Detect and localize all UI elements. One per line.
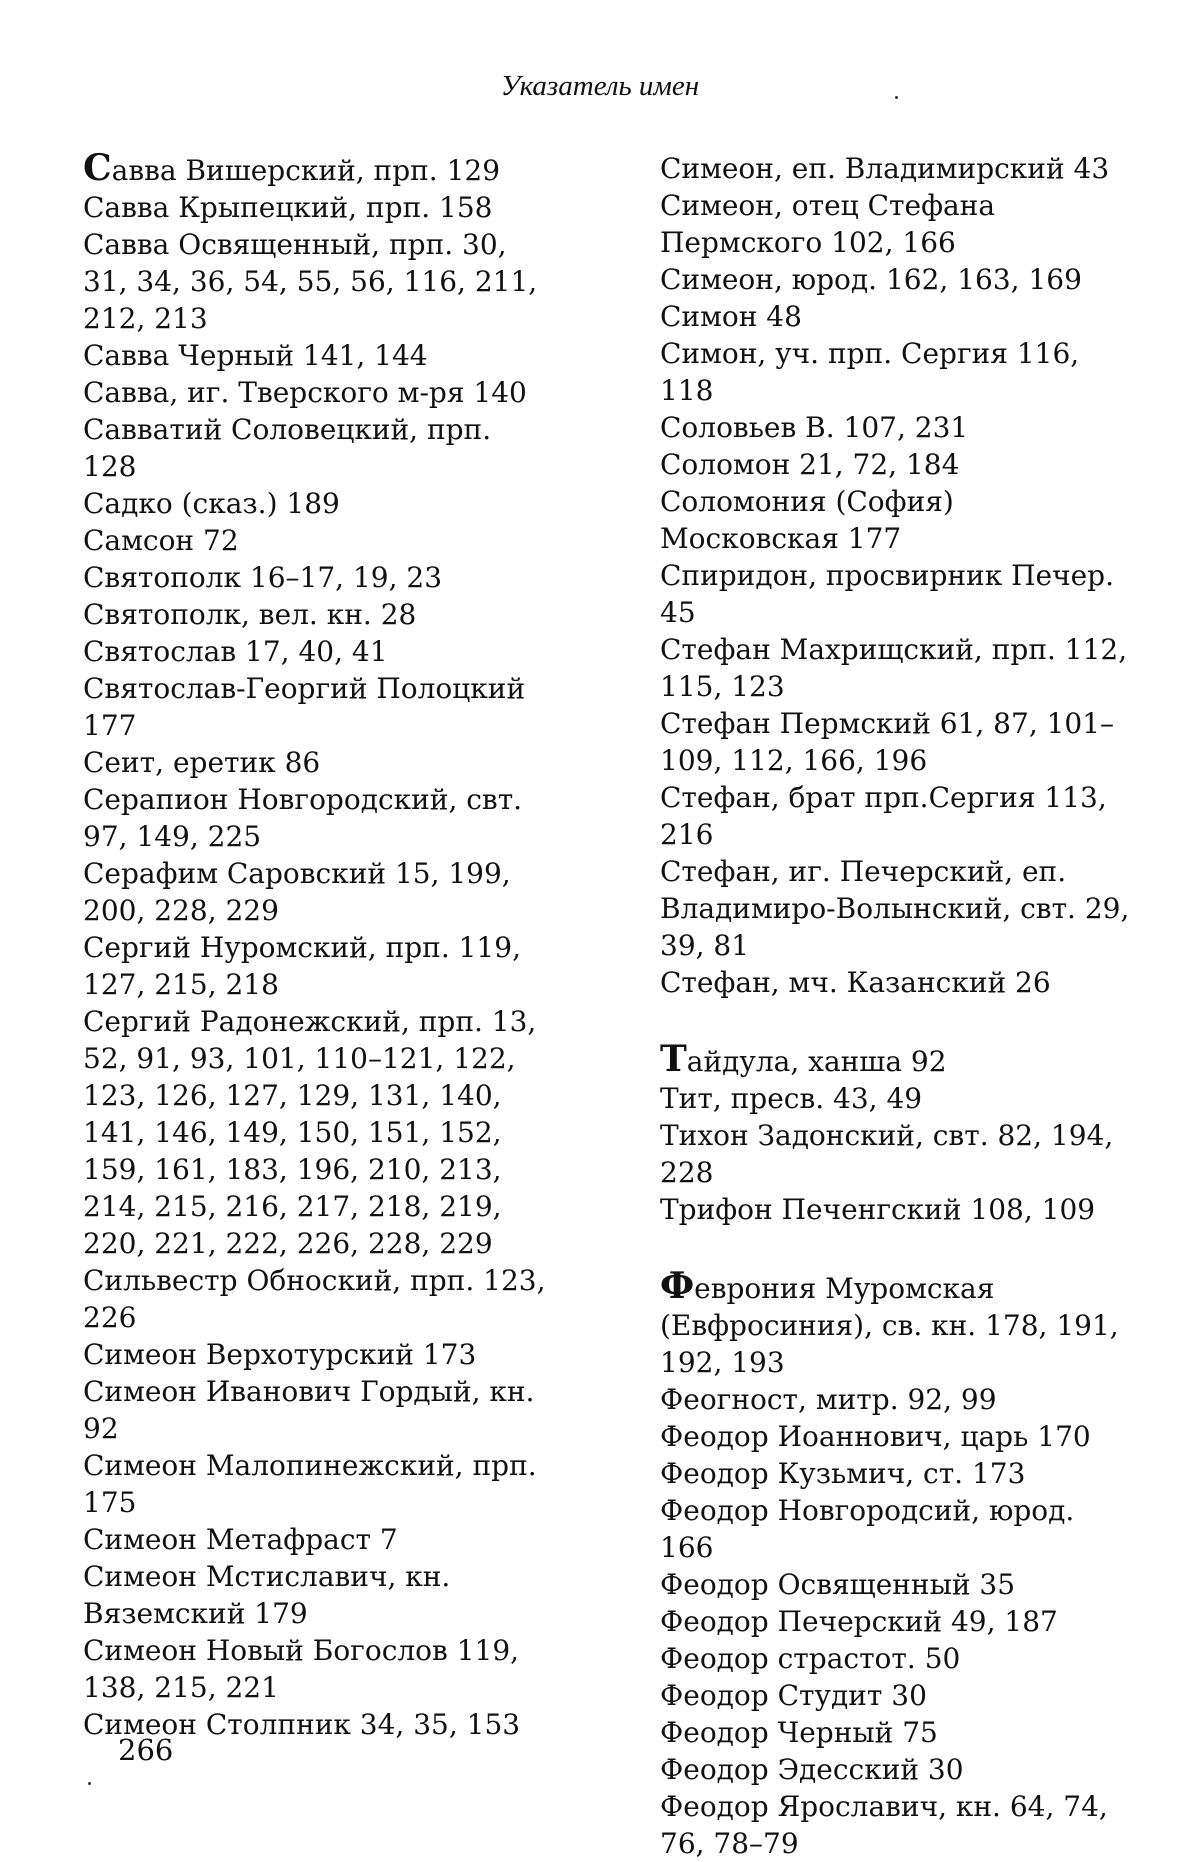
index-entry xyxy=(660,1080,1130,1117)
entry-text: Святослав 17, 40, 41 xyxy=(83,635,388,668)
index-entry xyxy=(660,1191,1130,1228)
index-entry xyxy=(660,705,1130,779)
entry-text: Феодор Иоаннович, царь 170 xyxy=(660,1420,1091,1453)
entry-text: Симеон Мстиславич, кн. Вяземский 179 xyxy=(83,1560,451,1630)
index-entry xyxy=(83,670,553,744)
index-entry xyxy=(660,409,1130,446)
index-entry xyxy=(660,964,1130,1001)
entry-text: Самсон 72 xyxy=(83,524,239,557)
index-entry xyxy=(660,1492,1130,1566)
index-entry xyxy=(83,1003,553,1262)
entry-text: Савва, иг. Тверского м-ря 140 xyxy=(83,376,527,409)
entry-text: Стефан, иг. Печерский, еп. Владимиро-Волынский, свт. 29, 39, 81 xyxy=(660,855,1130,962)
index-entry xyxy=(660,335,1130,409)
index-entry xyxy=(660,261,1130,298)
entry-text: Симеон Новый Богослов 119, 138, 215, 221 xyxy=(83,1634,520,1704)
entry-text: Феодор Освященный 35 xyxy=(660,1568,1016,1601)
index-entry xyxy=(660,1566,1130,1603)
index-entry xyxy=(83,1373,553,1447)
index-entry xyxy=(660,1640,1130,1677)
index-entry xyxy=(83,1558,553,1632)
entry-text: Симеон, еп. Владимирский 43 xyxy=(660,152,1110,185)
index-entry xyxy=(83,337,553,374)
entry-text: Симеон Метафраст 7 xyxy=(83,1523,398,1556)
entry-text: Феогност, митр. 92, 99 xyxy=(660,1383,997,1416)
entry-text: Феодор Черный 75 xyxy=(660,1716,938,1749)
entry-text: Стефан, мч. Казанский 26 xyxy=(660,966,1051,999)
index-entry xyxy=(660,446,1130,483)
index-entry xyxy=(660,779,1130,853)
entry-text: Симеон Столпник 34, 35, 153 xyxy=(83,1708,521,1741)
print-speck xyxy=(88,1782,91,1785)
letter-group xyxy=(660,150,1130,1001)
index-entry xyxy=(660,1038,1130,1080)
index-column-left xyxy=(83,147,553,1743)
entry-text: Савва Освященный, прп. 30, 31, 34, 36, 54, 55, 56, 116, 211, 212, 213 xyxy=(83,228,538,335)
letter-group xyxy=(660,1265,1130,1862)
entry-initial: Т xyxy=(660,1038,687,1080)
index-entry xyxy=(660,1117,1130,1191)
index-column-right xyxy=(660,150,1130,1862)
index-entry xyxy=(83,522,553,559)
entry-text: Спиридон, просвирник Печер. 45 xyxy=(660,559,1114,629)
index-entry xyxy=(660,1677,1130,1714)
entry-text: Савватий Соловецкий, прп. 128 xyxy=(83,413,492,483)
index-entry xyxy=(83,929,553,1003)
entry-text: Симеон, юрод. 162, 163, 169 xyxy=(660,263,1082,296)
index-entry xyxy=(660,1751,1130,1788)
entry-text: Трифон Печенгский 108, 109 xyxy=(660,1193,1096,1226)
index-entry xyxy=(83,1632,553,1706)
entry-text: Святослав-Георгий Полоцкий 177 xyxy=(83,672,526,742)
index-entry xyxy=(83,226,553,337)
entry-text: Стефан, брат прп.Сергия 113, 216 xyxy=(660,781,1107,851)
index-entry xyxy=(660,1603,1130,1640)
index-entry xyxy=(83,559,553,596)
entry-text: Симеон Иванович Гордый, кн. 92 xyxy=(83,1375,535,1445)
index-entry xyxy=(83,1336,553,1373)
entry-text: еврония Муромская (Евфросиния), св. кн. 178, 191, 192, 193 xyxy=(660,1272,1119,1379)
index-entry xyxy=(83,485,553,522)
index-entry xyxy=(660,1714,1130,1751)
index-entry xyxy=(660,853,1130,964)
entry-text: Садко (сказ.) 189 xyxy=(83,487,340,520)
entry-text: Феодор Ярославич, кн. 64, 74, 76, 78–79 xyxy=(660,1790,1108,1860)
entry-text: Стефан Махрищский, прп. 112, 115, 123 xyxy=(660,633,1128,703)
entry-text: Серафим Саровский 15, 199, 200, 228, 229 xyxy=(83,857,511,927)
letter-group-gap xyxy=(660,1001,1130,1041)
index-entry xyxy=(660,150,1130,187)
index-entry xyxy=(660,1418,1130,1455)
entry-text: Симеон Малопинежский, прп. 175 xyxy=(83,1449,537,1519)
index-entry xyxy=(660,298,1130,335)
entry-text: Симеон, отец Стефана Пермского 102, 166 xyxy=(660,189,996,259)
entry-text: Серапион Новгородский, свт. 97, 149, 225 xyxy=(83,783,523,853)
running-head: Указатель имен xyxy=(500,70,700,102)
entry-text: Святополк 16–17, 19, 23 xyxy=(83,561,443,594)
entry-text: Савва Крыпецкий, прп. 158 xyxy=(83,191,493,224)
entry-text: Сергий Радонежский, прп. 13, 52, 91, 93, 101, 110–121, 122, 123, 126, 127, 129, 131, 140, 141, 146, 149, 150, 151, 152, 159, 161, 183, 196, 210, 213, 214, 215, 216, 217, 218, 219, 220, 221, 222, 226, 228, 229 xyxy=(83,1005,537,1260)
index-entry xyxy=(660,187,1130,261)
index-entry xyxy=(83,1447,553,1521)
index-entry xyxy=(83,744,553,781)
entry-text: Феодор Печерский 49, 187 xyxy=(660,1605,1058,1638)
index-entry xyxy=(83,147,553,189)
entry-text: Святополк, вел. кн. 28 xyxy=(83,598,417,631)
index-entry xyxy=(83,189,553,226)
entry-text: Савва Черный 141, 144 xyxy=(83,339,428,372)
entry-text: Тит, пресв. 43, 49 xyxy=(660,1082,923,1115)
page-number: 266 xyxy=(118,1733,174,1767)
index-entry xyxy=(83,411,553,485)
index-entry xyxy=(83,633,553,670)
entry-text: Соловьев В. 107, 231 xyxy=(660,411,969,444)
index-entry xyxy=(83,781,553,855)
index-entry xyxy=(83,596,553,633)
entry-text: Соломония (София) Московская 177 xyxy=(660,485,954,555)
index-entry xyxy=(660,1265,1130,1381)
entry-text: Сильвестр Обноский, прп. 123, 226 xyxy=(83,1264,546,1334)
entry-text: Симон, уч. прп. Сергия 116, 118 xyxy=(660,337,1080,407)
index-entry xyxy=(660,1455,1130,1492)
index-entry xyxy=(660,1381,1130,1418)
entry-text: Феодор страстот. 50 xyxy=(660,1642,961,1675)
entry-text: Стефан Пермский 61, 87, 101–109, 112, 166, 196 xyxy=(660,707,1115,777)
entry-text: Сеит, еретик 86 xyxy=(83,746,321,779)
letter-group xyxy=(660,1038,1130,1228)
entry-text: Симеон Верхотурский 173 xyxy=(83,1338,477,1371)
entry-initial: С xyxy=(83,147,112,189)
entry-initial: Ф xyxy=(660,1265,695,1307)
letter-group-gap xyxy=(660,1228,1130,1268)
index-entry xyxy=(660,483,1130,557)
index-entry xyxy=(83,1262,553,1336)
entry-text: айдула, ханша 92 xyxy=(686,1045,947,1078)
index-entry xyxy=(83,855,553,929)
index-entry xyxy=(83,374,553,411)
index-entry xyxy=(83,1521,553,1558)
entry-text: Феодор Новгородсий, юрод. 166 xyxy=(660,1494,1075,1564)
entry-text: Сергий Нуромский, прп. 119, 127, 215, 218 xyxy=(83,931,521,1001)
entry-text: Тихон Задонский, свт. 82, 194, 228 xyxy=(660,1119,1114,1189)
entry-text: Симон 48 xyxy=(660,300,802,333)
print-speck xyxy=(895,96,898,99)
index-entry xyxy=(660,557,1130,631)
index-entry xyxy=(660,1788,1130,1862)
entry-text: авва Вишерский, прп. 129 xyxy=(111,154,501,187)
entry-text: Феодор Эдесский 30 xyxy=(660,1753,964,1786)
entry-text: Соломон 21, 72, 184 xyxy=(660,448,960,481)
entry-text: Феодор Студит 30 xyxy=(660,1679,927,1712)
index-entry xyxy=(660,631,1130,705)
entry-text: Феодор Кузьмич, ст. 173 xyxy=(660,1457,1026,1490)
